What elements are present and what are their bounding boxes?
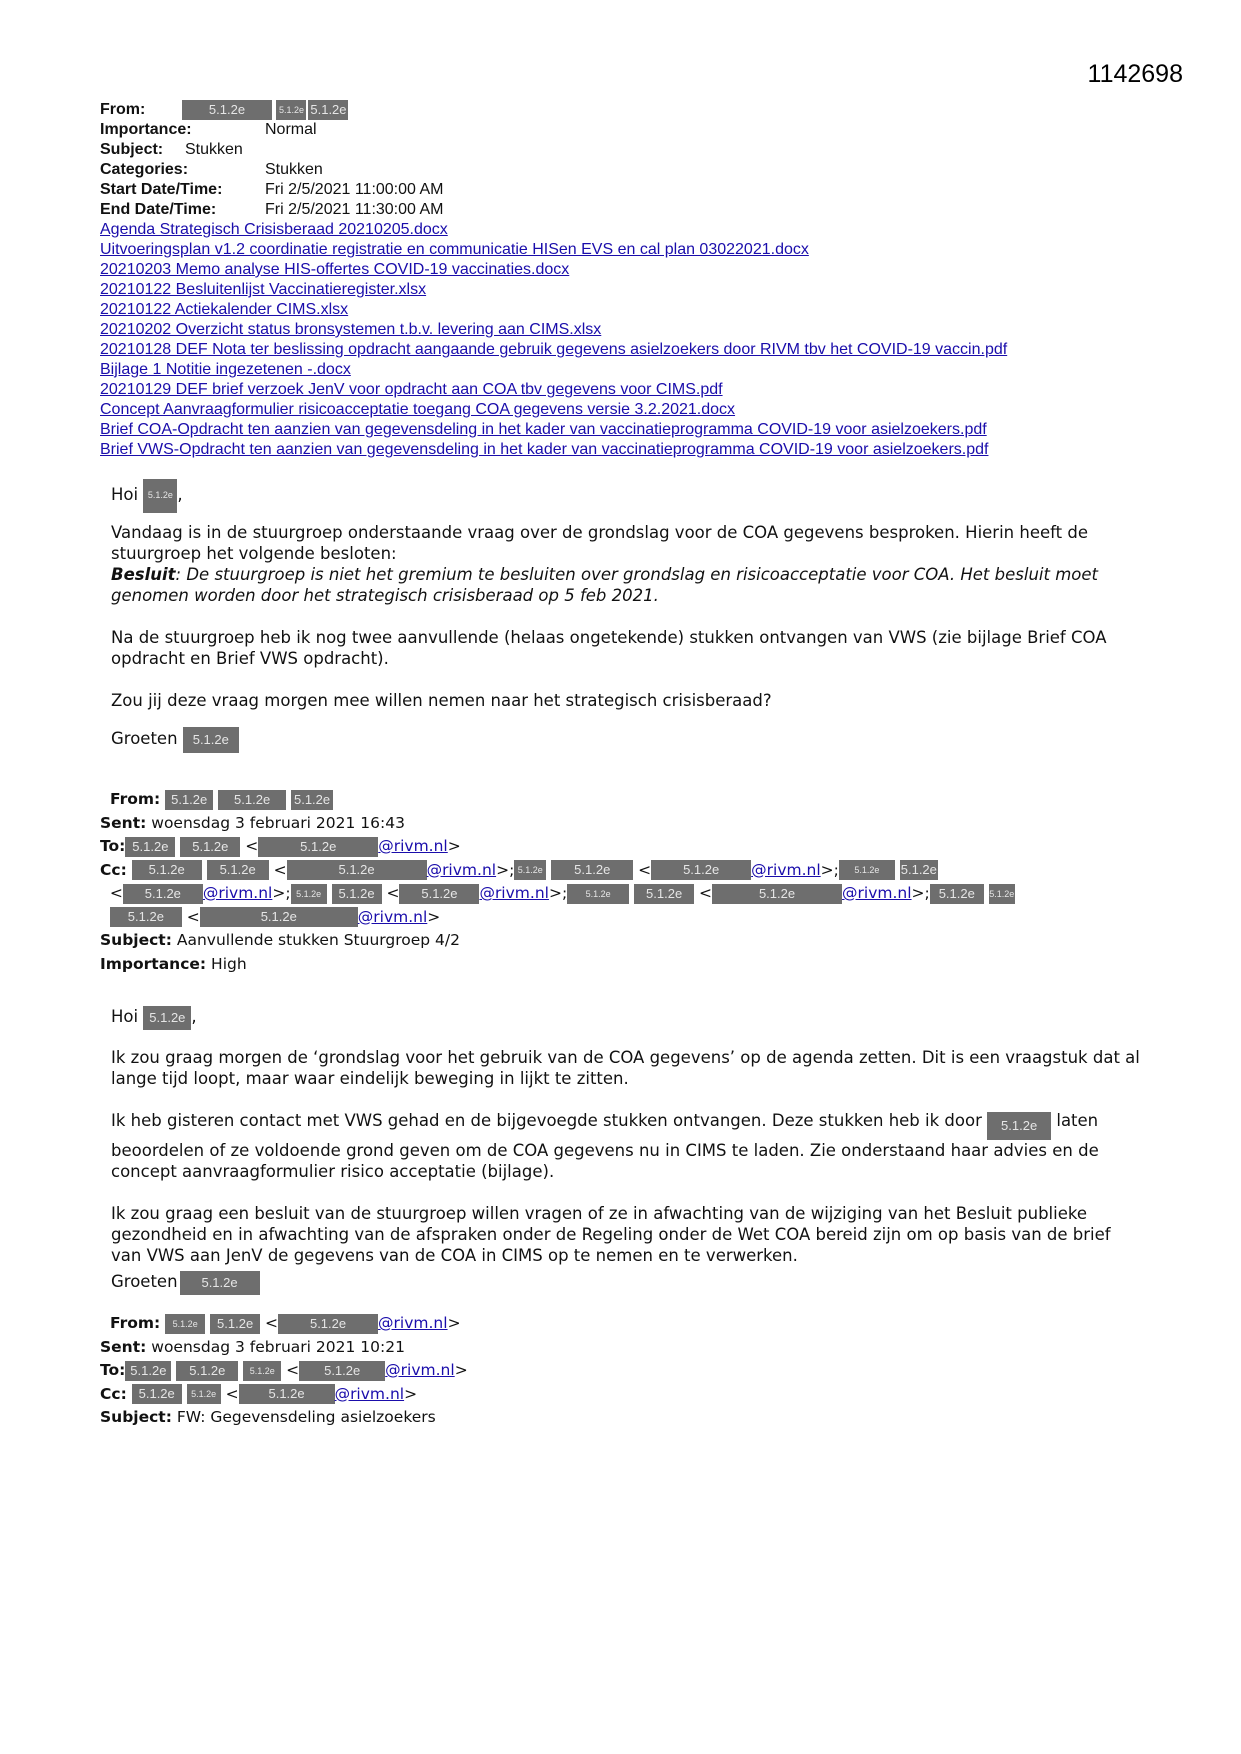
importance-row [100,120,1007,140]
email-link[interactable]: @rivm.nl [751,860,821,879]
redaction: 5.1.2e [125,1361,171,1381]
attachment-link[interactable]: 20210122 Actiekalender CIMS.xlsx [100,301,349,318]
attachment-link[interactable]: Bijlage 1 Notitie ingezetenen -.docx [100,361,351,378]
redaction: 5.1.2e [165,1314,205,1334]
redaction: 5.1.2e [567,884,629,904]
decision-label: Besluit [111,565,176,584]
paragraph: Vandaag is in de stuurgroep onderstaande vraag over de grondslag voor de COA gegevens besproken. Hierin heeft de stuurgroep het volgende besloten: [111,523,1088,563]
categories-row [100,160,1007,180]
attachment-link[interactable]: Brief COA-Opdracht ten aanzien van gegevensdeling in het kader van vaccinatieprogramma COVID-19 voor asielzoekers.pdf [100,421,987,438]
redaction: 5.1.2e [651,860,751,880]
greeting-text: Hoi [111,485,139,504]
subject-row [100,140,1007,160]
redaction: 5.1.2e [123,884,203,904]
redaction: 5.1.2e [634,884,694,904]
redaction: 5.1.2e [180,1271,260,1295]
email-link[interactable]: @rivm.nl [357,907,428,926]
sent-value: woensdag 3 februari 2021 10:21 [151,1337,405,1356]
decision-text: : De stuurgroep is niet het gremium te besluiten over grondslag en risicoacceptatie voor COA. Het besluit moet genomen worden door het strategisch crisisberaad op 5 feb 2021. [111,565,1098,605]
subject-row [100,929,1015,953]
from-row [100,100,1007,120]
redaction: 5.1.2e [332,884,382,904]
redaction: 5.1.2e [132,1384,182,1404]
redaction: 5.1.2e [839,860,895,880]
subject-label: Subject: [100,1408,172,1426]
cc-row-3: 5.1.2e < 5.1.2e @rivm.nl> [100,906,1015,930]
from-row [100,788,1015,812]
paragraph: Na de stuurgroep heb ik nog twee aanvullende (helaas ongetekende) stukken ontvangen van VWS (zie bijlage Brief COA opdracht en Brief VWS opdracht). [111,628,1107,668]
message-body-2-text [111,1047,1141,1287]
redaction: 5.1.2e [183,727,239,753]
to-label: To: [100,837,126,855]
from-label: From: [110,790,161,808]
attachment-link[interactable]: Uitvoeringsplan v1.2 coordinatie registratie en communicatie HISen EVS en cal plan 03022021.docx [100,241,809,258]
redaction: 5.1.2e [176,1361,238,1381]
redaction: 5.1.2e [143,1006,191,1030]
subject-value: Stukken [185,141,243,158]
paragraph: Zou jij deze vraag morgen mee willen nemen naar het strategisch crisisberaad? [111,691,772,710]
end-label: End Date/Time: [100,201,217,218]
decision-paragraph [111,564,1141,606]
email-link[interactable]: @rivm.nl [842,884,912,902]
redaction: 5.1.2e [278,1314,378,1334]
redaction: 5.1.2e [276,100,306,120]
redaction: 5.1.2e [291,790,333,810]
greeting-2: Hoi 5.1.2e , [111,1005,197,1030]
message-3-header [100,1312,468,1430]
cc-row-2: < 5.1.2e @rivm.nl>; 5.1.2e 5.1.2e < 5.1.2e @rivm.nl>; 5.1.2e 5.1.2e < 5.1.2e @rivm.nl>; 5.1.2e 5.1.2e [100,884,1015,902]
sent-label: Sent: [100,1337,147,1356]
redaction: 5.1.2e [551,860,633,880]
attachment-link[interactable]: 20210203 Memo analyse HIS-offertes COVID-19 vaccinaties.docx [100,261,570,278]
redaction: 5.1.2e [989,884,1015,904]
paragraph-with-redaction [111,1110,1141,1182]
importance-value: High [211,954,247,973]
cc-row-1: Cc: 5.1.2e 5.1.2e < 5.1.2e @rivm.nl>; 5.1.2e 5.1.2e < 5.1.2e @rivm.nl>; 5.1.2e 5.1.2e [100,860,937,879]
message-body-1-text [111,522,1141,732]
from-label: From: [110,1314,161,1332]
redaction: 5.1.2e [712,884,842,904]
attachment-list [100,220,1007,460]
importance-label: Importance: [100,121,192,138]
redaction: 5.1.2e [399,884,479,904]
email-link[interactable]: @rivm.nl [334,1384,405,1403]
start-label: Start Date/Time: [100,181,223,198]
greeting-1: Hoi 5.1.2e , [111,478,183,513]
redaction: 5.1.2e [291,884,327,904]
email-link[interactable]: @rivm.nl [385,1361,455,1379]
cc-label: Cc: [100,1384,127,1403]
cc-label: Cc: [100,860,127,879]
sent-row [100,812,1015,836]
importance-value: Normal [265,121,317,138]
redaction: 5.1.2e [210,1314,260,1334]
categories-value: Stukken [265,161,323,178]
attachment-link[interactable]: 20210129 DEF brief verzoek JenV voor opdracht aan COA tbv gegevens voor CIMS.pdf [100,381,723,398]
end-row [100,200,1007,220]
attachment-link[interactable]: 20210122 Besluitenlijst Vaccinatieregister.xlsx [100,281,427,298]
end-value: Fri 2/5/2021 11:30:00 AM [265,201,444,218]
redaction: 5.1.2e [287,860,427,880]
attachment-link[interactable]: 20210128 DEF Nota ter beslissing opdracht aangaande gebruik gegevens asielzoekers door RIVM tbv het COVID-19 vaccin.pdf [100,341,1008,358]
cc-row: Cc: 5.1.2e 5.1.2e < 5.1.2e @rivm.nl> [100,1384,418,1403]
sent-label: Sent: [100,813,147,832]
subject-value: Aanvullende stukken Stuurgroep 4/2 [176,931,460,949]
redaction: 5.1.2e [299,1361,385,1381]
message-2-header [100,788,1015,976]
redaction: 5.1.2e [207,860,269,880]
redaction: 5.1.2e [930,884,984,904]
redaction: 5.1.2e [200,907,358,927]
redaction: 5.1.2e [218,790,286,810]
redaction: 5.1.2e [258,837,378,857]
subject-row [100,1406,468,1430]
sent-row [100,1336,468,1360]
attachment-link[interactable]: Agenda Strategisch Crisisberaad 20210205.docx [100,221,448,238]
from-label: From: [100,101,146,119]
to-label: To: [100,1361,126,1379]
email-link[interactable]: @rivm.nl [378,1314,448,1332]
subject-label: Subject: [100,141,164,158]
redaction: 5.1.2e [125,837,175,857]
redaction: 5.1.2e [987,1112,1051,1140]
paragraph: Ik zou graag morgen de ‘grondslag voor het gebruik van de COA gegevens’ op de agenda zetten. Dit is een vraagstuk dat al lange tijd loopt, maar waar eindelijk beweging in lijkt te zitten. [111,1048,1140,1088]
meeting-header [100,100,1007,460]
email-link[interactable]: @rivm.nl [479,884,549,902]
categories-label: Categories: [100,161,189,178]
to-row: To: 5.1.2e 5.1.2e < 5.1.2e @rivm.nl> [100,837,461,855]
attachment-link[interactable]: Brief VWS-Opdracht ten aanzien van gegevensdeling in het kader van vaccinatieprogramma COVID-19 voor asielzoekers.pdf [100,441,989,458]
start-value: Fri 2/5/2021 11:00:00 AM [265,181,444,198]
redaction: 5.1.2e [110,907,182,927]
attachment-link[interactable]: Concept Aanvraagformulier risicoacceptatie toegang COA gegevens versie 3.2.2021.docx [100,401,736,418]
closing-2 [111,1270,260,1295]
email-link[interactable]: @rivm.nl [426,860,497,879]
start-row [100,180,1007,200]
redaction: 5.1.2e [239,1384,335,1404]
importance-row [100,953,1015,977]
subject-label: Subject: [100,931,172,949]
greeting-text: Hoi [111,1007,139,1026]
to-row: To: 5.1.2e 5.1.2e 5.1.2e < 5.1.2e @rivm.nl> [100,1361,468,1379]
attachment-link[interactable]: 20210202 Overzicht status bronsystemen t.b.v. levering aan CIMS.xlsx [100,321,602,338]
email-link[interactable]: @rivm.nl [378,837,448,855]
from-row: From: 5.1.2e 5.1.2e < 5.1.2e @rivm.nl> [110,1314,461,1332]
redaction: 5.1.2e [182,100,272,120]
email-link[interactable]: @rivm.nl [202,884,273,902]
redaction: 5.1.2e [180,837,240,857]
redaction: 5.1.2e [165,790,213,810]
redaction: 5.1.2e [243,1361,281,1381]
redaction: 5.1.2e [132,860,202,880]
document-id: 1142698 [1087,60,1183,88]
redaction: 5.1.2e [187,1384,221,1404]
redaction: 5.1.2e [143,479,177,513]
closing-text: Groeten [111,1272,178,1291]
closing-1 [111,726,239,753]
paragraph-part: Ik heb gisteren contact met VWS gehad en de bijgevoegde stukken ontvangen. Deze stukken heb ik door [111,1111,982,1130]
sent-value: woensdag 3 februari 2021 16:43 [151,813,405,832]
redaction: 5.1.2e [900,860,938,880]
subject-value: FW: Gegevensdeling asielzoekers [176,1408,436,1426]
importance-label: Importance: [100,954,207,973]
closing-text: Groeten [111,729,178,748]
redaction: 5.1.2e [514,860,546,880]
paragraph: Ik zou graag een besluit van de stuurgroep willen vragen of ze in afwachting van de wijziging van het Besluit publieke gezondheid en in afwachting van de afspraken onder de Regeling onder de Wet COA bereid zijn om op basis van de brief van VWS aan JenV de gegevens van de COA in CIMS op te nemen en te verwerken. [111,1204,1111,1265]
paragraph-part: laten beoordelen of ze voldoende grond geven om de COA gegevens nu in CIMS te laden. Zie onderstaand haar advies en de concept aanvraagformulier risico acceptatie (bijlage). [111,1111,1099,1181]
redaction: 5.1.2e [308,100,348,120]
